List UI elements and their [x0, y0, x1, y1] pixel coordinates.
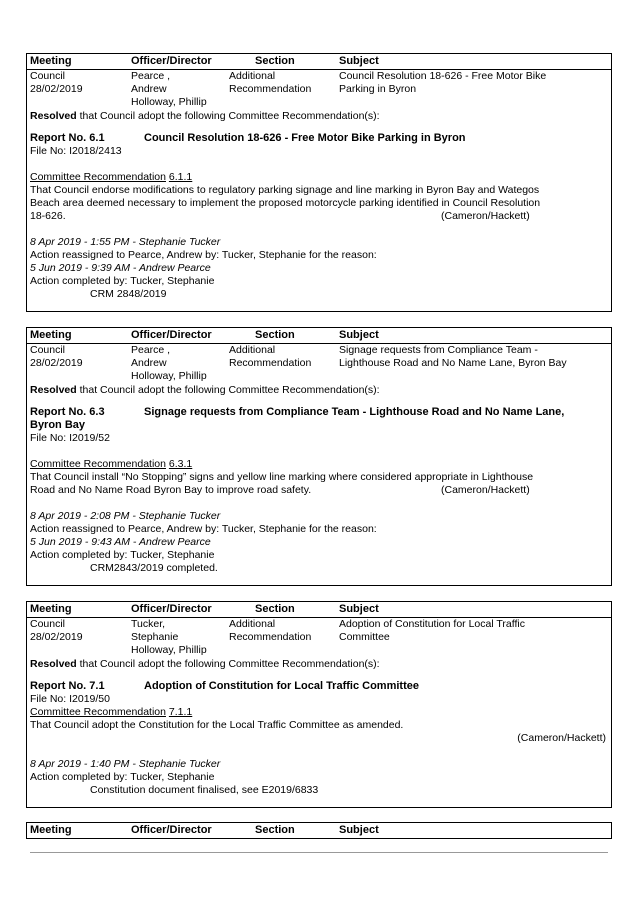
table-header: [27, 54, 611, 70]
recommendation-text: That Council endorse modifications to regulatory parking signage and line marking in Byron Bay and Wategos: [30, 184, 540, 196]
log-entry: Action completed by: Tucker, Stephanie: [30, 549, 215, 561]
report-title-continued: Byron Bay: [30, 419, 86, 431]
header-section: Section: [255, 329, 295, 341]
completion-note: CRM2843/2019 completed.: [90, 562, 218, 574]
recommendation-text: That Council install “No Stopping” signs and yellow line marking where considered appropriate in Lighthouse: [30, 471, 534, 483]
header-section: Section: [255, 824, 295, 836]
log-entry: 5 Jun 2019 - 9:39 AM - Andrew Pearce: [30, 262, 211, 274]
recommendation-heading: [30, 458, 608, 471]
recommendation-number: 6.3.1: [168, 458, 193, 470]
header-subject: Subject: [339, 329, 379, 341]
officer-cell: [131, 70, 227, 109]
officer-cell: [131, 344, 227, 383]
recommendation-last-line: [30, 484, 608, 497]
log-entry: 8 Apr 2019 - 2:08 PM - Stephanie Tucker: [30, 510, 221, 522]
officer-line: Andrew: [131, 357, 167, 369]
report-title: [30, 132, 608, 145]
meeting-name: Council: [30, 344, 66, 356]
log-entry: 8 Apr 2019 - 1:55 PM - Stephanie Tucker: [30, 236, 221, 248]
block-body: [27, 384, 611, 575]
resolved-label: Resolved: [30, 384, 77, 396]
action-block-2: [26, 327, 612, 586]
header-officer: Officer/Director: [131, 603, 212, 615]
section-cell: [229, 70, 337, 96]
officer-line: Andrew: [131, 83, 167, 95]
log-entry: 5 Jun 2019 - 9:43 AM - Andrew Pearce: [30, 536, 211, 548]
officer-line: Tucker,: [131, 618, 166, 630]
section-line: Additional: [229, 70, 276, 82]
report-title-text: Council Resolution 18-626 - Free Motor Bike Parking in Byron: [144, 132, 466, 144]
officer-line: Holloway, Phillip: [131, 370, 207, 382]
header-section: Section: [255, 603, 295, 615]
section-line: Recommendation: [229, 83, 312, 95]
meeting-name: Council: [30, 70, 66, 82]
subject-cell: [339, 344, 609, 370]
recommendation-label: Committee Recommendation: [30, 171, 166, 183]
section-cell: [229, 344, 337, 370]
subject-cell: [339, 618, 609, 644]
report-number: Report No. 6.1: [30, 132, 105, 144]
mover-seconder: (Cameron/Hackett): [517, 732, 606, 744]
table-row: [27, 618, 611, 658]
block-body: [27, 658, 611, 797]
recommendation-text: 18-626.: [30, 210, 66, 222]
mover-seconder: (Cameron/Hackett): [441, 484, 530, 496]
header-meeting: Meeting: [30, 329, 72, 341]
resolved-label: Resolved: [30, 110, 77, 122]
officer-line: Stephanie: [131, 631, 179, 643]
subject-line: Committee: [339, 631, 390, 643]
meeting-cell: [30, 618, 126, 644]
officer-line: Pearce ,: [131, 344, 171, 356]
recommendation-text: Beach area deemed necessary to implement the proposed motorcycle parking identified in Council Resolution: [30, 197, 541, 209]
file-number: File No: I2018/2413: [30, 145, 122, 157]
header-subject: Subject: [339, 824, 379, 836]
officer-line: Holloway, Phillip: [131, 644, 207, 656]
recommendation-heading: [30, 171, 608, 184]
resolved-line: [30, 110, 608, 123]
officer-cell: [131, 618, 227, 657]
table-row: [27, 70, 611, 110]
file-number: File No: I2019/50: [30, 693, 110, 705]
recommendation-number: 7.1.1: [168, 706, 193, 718]
subject-line: Adoption of Constitution for Local Traffic: [339, 618, 525, 630]
report-title-text: Signage requests from Compliance Team - Lighthouse Road and No Name Lane,: [144, 406, 565, 418]
log-entry: Action reassigned to Pearce, Andrew by: Tucker, Stephanie for the reason:: [30, 249, 377, 261]
section-line: Additional: [229, 618, 276, 630]
section-cell: [229, 618, 337, 644]
recommendation-label: Committee Recommendation: [30, 458, 166, 470]
log-entry: Action completed by: Tucker, Stephanie: [30, 275, 215, 287]
section-line: Additional: [229, 344, 276, 356]
log-entry: Action completed by: Tucker, Stephanie: [30, 771, 215, 783]
header-officer: Officer/Director: [131, 329, 212, 341]
mover-seconder: (Cameron/Hackett): [441, 210, 530, 222]
block-body: [27, 110, 611, 301]
meeting-name: Council: [30, 618, 66, 630]
subject-line: Signage requests from Compliance Team -: [339, 344, 538, 356]
recommendation-text: Road and No Name Road Byron Bay to improve road safety.: [30, 484, 312, 496]
resolved-label: Resolved: [30, 658, 77, 670]
table-header: [27, 602, 611, 618]
header-officer: Officer/Director: [131, 824, 212, 836]
table-row: [27, 344, 611, 384]
table-header: [27, 328, 611, 344]
report-title: [30, 680, 608, 693]
action-block-3: [26, 601, 612, 808]
officer-line: Pearce ,: [131, 70, 171, 82]
header-section: Section: [255, 55, 295, 67]
report-number: Report No. 7.1: [30, 680, 105, 692]
recommendation-label: Committee Recommendation: [30, 706, 166, 718]
completion-note: Constitution document finalised, see E2019/6833: [90, 784, 319, 796]
header-officer: Officer/Director: [131, 55, 212, 67]
report-title: [30, 406, 608, 419]
resolved-text: that Council adopt the following Committee Recommendation(s):: [76, 110, 380, 122]
subject-line: Council Resolution 18-626 - Free Motor Bike: [339, 70, 547, 82]
action-block-4: [26, 822, 612, 839]
section-line: Recommendation: [229, 631, 312, 643]
report-number: Report No. 6.3: [30, 406, 105, 418]
meeting-date: 28/02/2019: [30, 83, 83, 95]
meeting-cell: [30, 344, 126, 370]
resolved-line: [30, 384, 608, 397]
completion-note: CRM 2848/2019: [90, 288, 167, 300]
resolved-text: that Council adopt the following Committee Recommendation(s):: [76, 658, 380, 670]
log-entry: 8 Apr 2019 - 1:40 PM - Stephanie Tucker: [30, 758, 221, 770]
meeting-date: 28/02/2019: [30, 357, 83, 369]
recommendation-text: That Council adopt the Constitution for the Local Traffic Committee as amended.: [30, 719, 404, 731]
header-subject: Subject: [339, 55, 379, 67]
resolved-line: [30, 658, 608, 671]
meeting-cell: [30, 70, 126, 96]
report-title-text: Adoption of Constitution for Local Traffic Committee: [144, 680, 419, 692]
subject-cell: [339, 70, 609, 96]
recommendation-number: 6.1.1: [168, 171, 193, 183]
action-block-1: [26, 53, 612, 312]
subject-line: Lighthouse Road and No Name Lane, Byron Bay: [339, 357, 567, 369]
recommendation-heading: [30, 706, 608, 719]
header-subject: Subject: [339, 603, 379, 615]
table-header: [27, 823, 611, 838]
header-meeting: Meeting: [30, 824, 72, 836]
section-line: Recommendation: [229, 357, 312, 369]
resolved-text: that Council adopt the following Committee Recommendation(s):: [76, 384, 380, 396]
officer-line: Holloway, Phillip: [131, 96, 207, 108]
recommendation-last-line: [30, 210, 608, 223]
header-meeting: Meeting: [30, 55, 72, 67]
subject-line: Parking in Byron: [339, 83, 417, 95]
header-meeting: Meeting: [30, 603, 72, 615]
footer-divider: [30, 852, 608, 853]
log-entry: Action reassigned to Pearce, Andrew by: Tucker, Stephanie for the reason:: [30, 523, 377, 535]
meeting-date: 28/02/2019: [30, 631, 83, 643]
file-number: File No: I2019/52: [30, 432, 110, 444]
